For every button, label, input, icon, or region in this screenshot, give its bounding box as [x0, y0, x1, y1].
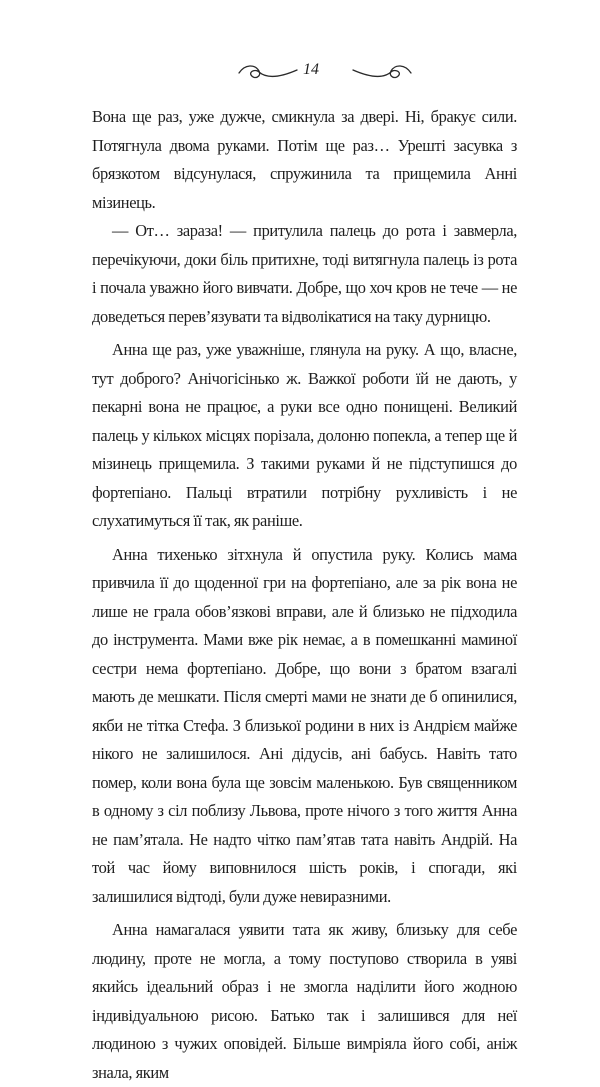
- page-header: [0, 58, 600, 88]
- paragraph: Анна ще раз, уже уважніше, глянула на руку. А що, власне, тут доброго? Анічогісінько ж. Важкої роботи їй не дають, у пекарні вона не працює, а руки все одно понищені. Великий палець у кількох місцях порізала, долоню попекла, а тепер ще й мізинець прищемила. З такими руками й не підступишся до фортепіано. Пальці втратили потрібну рухливість і не слухатимуться її так, як раніше.: [92, 340, 517, 530]
- right-flourish-icon: [351, 60, 413, 82]
- page-number: 14: [303, 61, 319, 78]
- paragraph: Анна тихенько зітхнула й опустила руку. Колись мама привчила її до щоденної гри на фортепіано, але за рік вона не лише не грала обов’язкові вправи, але й близько не підходила до інструмента. Мами вже рік немає, а в помешканні маминої сестри нема фортепіано. Добре, що вони з братом взагалі мають де мешкати. Після смерті мами не знати де б опинилися, якби не тітка Стефа. З близької родини в них із Андрієм майже нікого не залишилося. Ані дідусів, ані бабусь. Навіть тато помер, коли вона була ще зовсім маленькою. Був священником в одному з сіл поблизу Львова, проте нічого з того життя Анна не пам’ятала. Не надто чітко пам’ятав тата навіть Андрій. На той час йому виповнилося шість років, і спогади, які залишилися відтоді, були дуже невиразними.: [92, 544, 517, 906]
- paragraph: — От… зараза! — притулила палець до рота і завмерла, перечікуючи, доки біль притихне, тоді витягнула палець із рота і почала уважно його вивчати. Добре, що хоч кров не тече — не доведеться перев’язувати та відволікатися на таку дурницю.: [92, 221, 517, 326]
- paragraph: Вона ще раз, уже дужче, смикнула за двері. Ні, бракує сили. Потягнула двома руками. Потім ще раз… Урешті засувка з брязкотом відсунулася, спружинила та прищемила Анні мізинець.: [92, 107, 517, 212]
- body-text: [92, 103, 517, 1087]
- paragraph: Анна намагалася уявити тата як живу, близьку для себе людину, проте не могла, а тому поступово створила в уяві якийсь ідеальний образ і не змогла наділити його жодною індивідуальною рисою. Батько так і залишився для неї людиною з чужих оповідей. Більше вимріяла його собі, аніж знала, яким: [92, 920, 517, 1082]
